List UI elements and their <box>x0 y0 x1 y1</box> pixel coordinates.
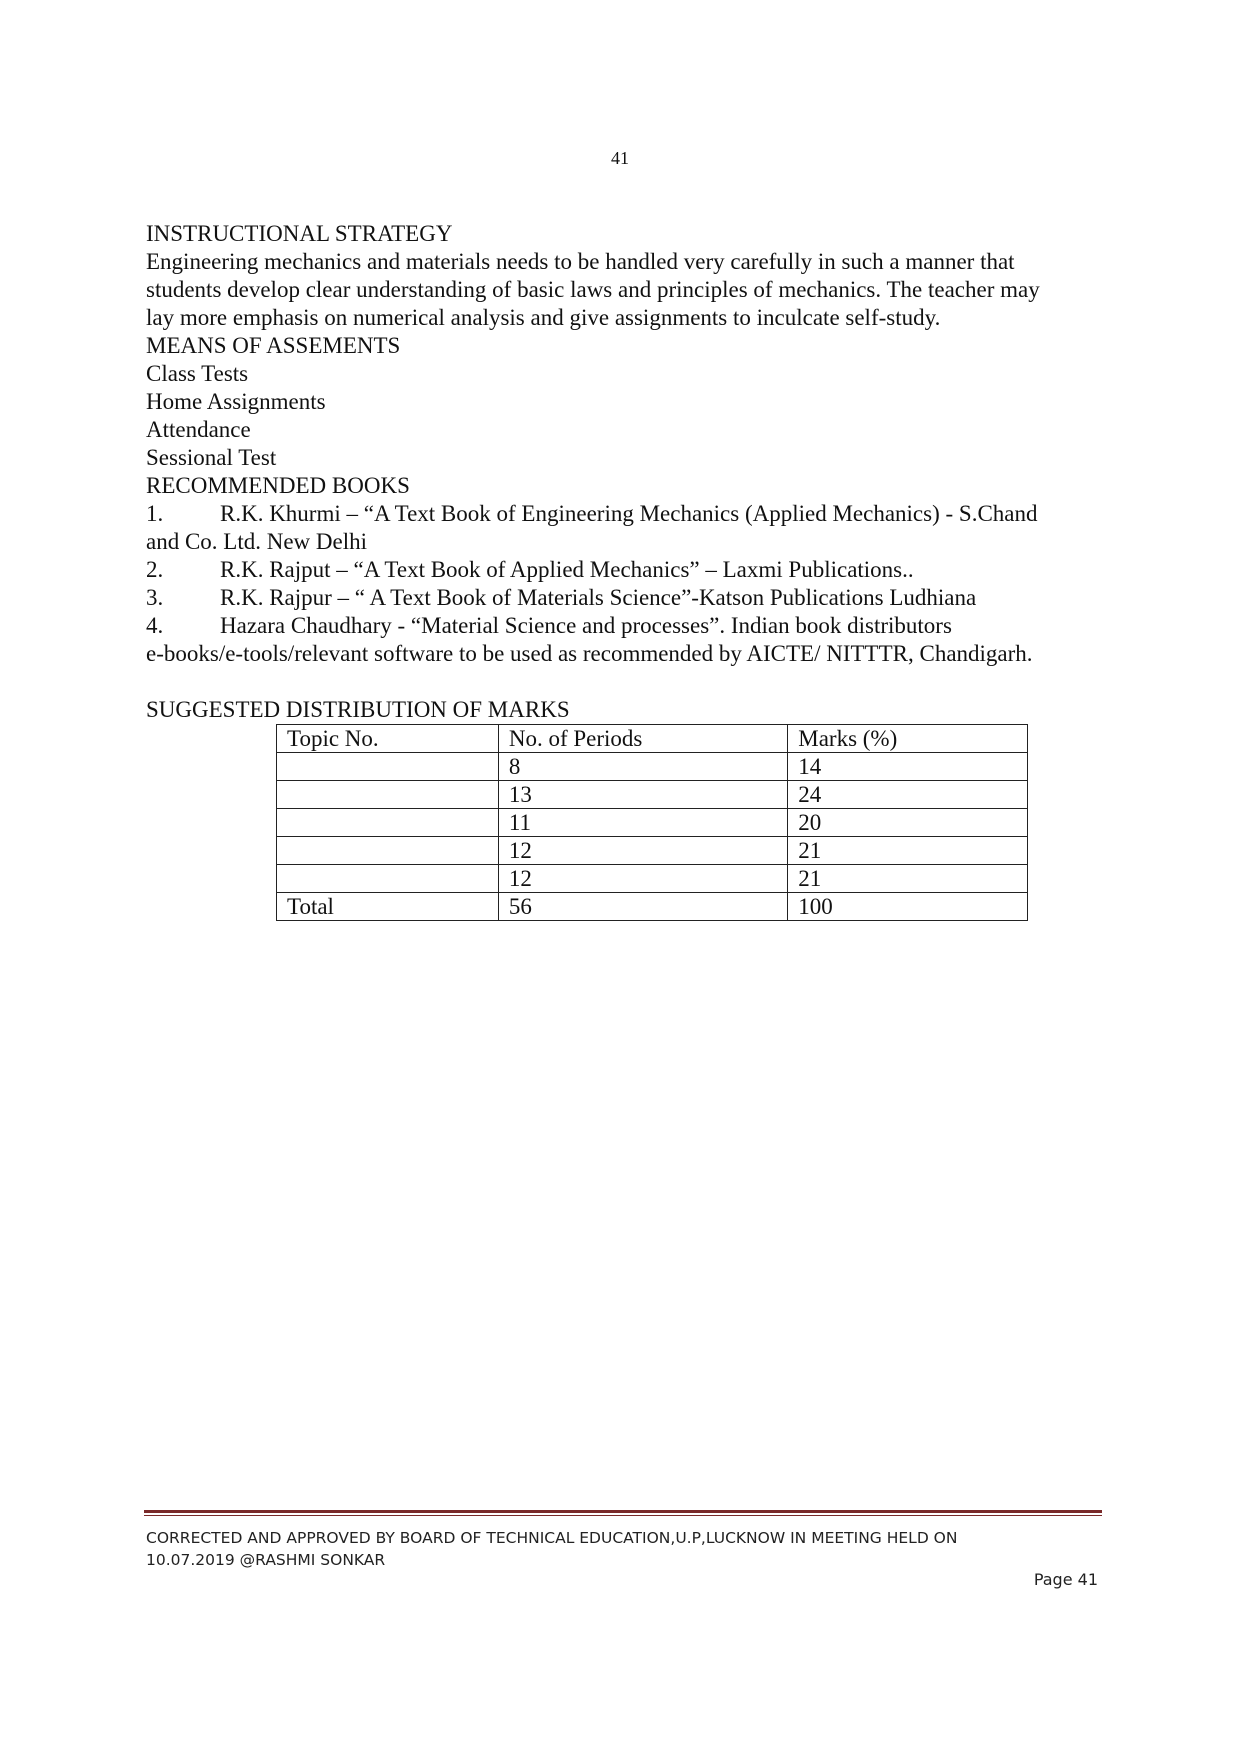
header-cell-periods: No. of Periods <box>498 725 787 753</box>
table-cell: 8 <box>498 753 787 781</box>
table-cell: 56 <box>498 893 787 921</box>
book-entry-2 <box>146 556 1106 584</box>
header-cell-marks: Marks (%) <box>788 725 1028 753</box>
book-entry-3 <box>146 584 1106 612</box>
book-entry-4 <box>146 612 1106 640</box>
table-cell <box>277 781 499 809</box>
marks-distribution-table <box>276 724 1028 921</box>
book-text: R.K. Rajpur – “ A Text Book of Materials Science”-Katson Publications Ludhiana <box>220 585 977 610</box>
table-cell: 14 <box>788 753 1028 781</box>
header-cell-topic: Topic No. <box>277 725 499 753</box>
book-text: R.K. Khurmi – “A Text Book of Engineering Mechanics (Applied Mechanics) - S.Chand <box>220 501 1038 526</box>
means-of-assessment-heading: MEANS OF ASSEMENTS <box>146 333 401 358</box>
table-cell: Total <box>277 893 499 921</box>
table-cell: 12 <box>498 837 787 865</box>
footer-line-2: 10.07.2019 @RASHMI SONKAR <box>146 1551 386 1569</box>
book-number: 4. <box>146 613 164 638</box>
book-text: R.K. Rajput – “A Text Book of Applied Mechanics” – Laxmi Publications.. <box>220 557 914 582</box>
assessment-item: Sessional Test <box>146 445 277 470</box>
table-cell: 20 <box>788 809 1028 837</box>
table-row <box>277 809 1028 837</box>
table-row <box>277 753 1028 781</box>
table-cell <box>277 837 499 865</box>
book-text: Hazara Chaudhary - “Material Science and processes”. Indian book distributors <box>220 613 952 638</box>
assessment-item: Class Tests <box>146 361 249 386</box>
book-number: 1. <box>146 501 164 526</box>
footer-line-1: CORRECTED AND APPROVED BY BOARD OF TECHNICAL EDUCATION,U.P,LUCKNOW IN MEETING HELD ON <box>146 1529 958 1547</box>
table-cell: 11 <box>498 809 787 837</box>
table-cell: 21 <box>788 837 1028 865</box>
strategy-line-3: lay more emphasis on numerical analysis and give assignments to inculcate self-study. <box>146 305 941 330</box>
table-cell <box>277 865 499 893</box>
distribution-heading: SUGGESTED DISTRIBUTION OF MARKS <box>146 697 570 722</box>
table-row <box>277 837 1028 865</box>
spacer <box>146 668 1106 696</box>
document-body <box>146 220 1106 921</box>
table-cell: 100 <box>788 893 1028 921</box>
table-cell: 12 <box>498 865 787 893</box>
recommended-books-heading: RECOMMENDED BOOKS <box>146 473 410 498</box>
page-number-top: 41 <box>611 148 629 168</box>
table-header-row <box>277 725 1028 753</box>
table-cell: 13 <box>498 781 787 809</box>
table-row <box>277 781 1028 809</box>
footer-text <box>146 1527 1106 1571</box>
footer-rule <box>144 1510 1102 1516</box>
table-row <box>277 865 1028 893</box>
footer-page-label: Page 41 <box>1033 1570 1098 1589</box>
instructional-strategy-heading: INSTRUCTIONAL STRATEGY <box>146 221 453 246</box>
book-entry-1 <box>146 500 1106 528</box>
ebooks-line: e-books/e-tools/relevant software to be used as recommended by AICTE/ NITTTR, Chandigarh. <box>146 641 1033 666</box>
book-number: 3. <box>146 585 164 610</box>
assessment-item: Home Assignments <box>146 389 326 414</box>
table-cell <box>277 809 499 837</box>
book-number: 2. <box>146 557 164 582</box>
table-total-row <box>277 893 1028 921</box>
strategy-line-1: Engineering mechanics and materials needs to be handled very carefully in such a manner that <box>146 249 1015 274</box>
book-continuation: and Co. Ltd. New Delhi <box>146 529 368 554</box>
table-cell <box>277 753 499 781</box>
table-cell: 21 <box>788 865 1028 893</box>
table-cell: 24 <box>788 781 1028 809</box>
assessment-item: Attendance <box>146 417 251 442</box>
strategy-line-2: students develop clear understanding of basic laws and principles of mechanics. The teacher may <box>146 277 1040 302</box>
